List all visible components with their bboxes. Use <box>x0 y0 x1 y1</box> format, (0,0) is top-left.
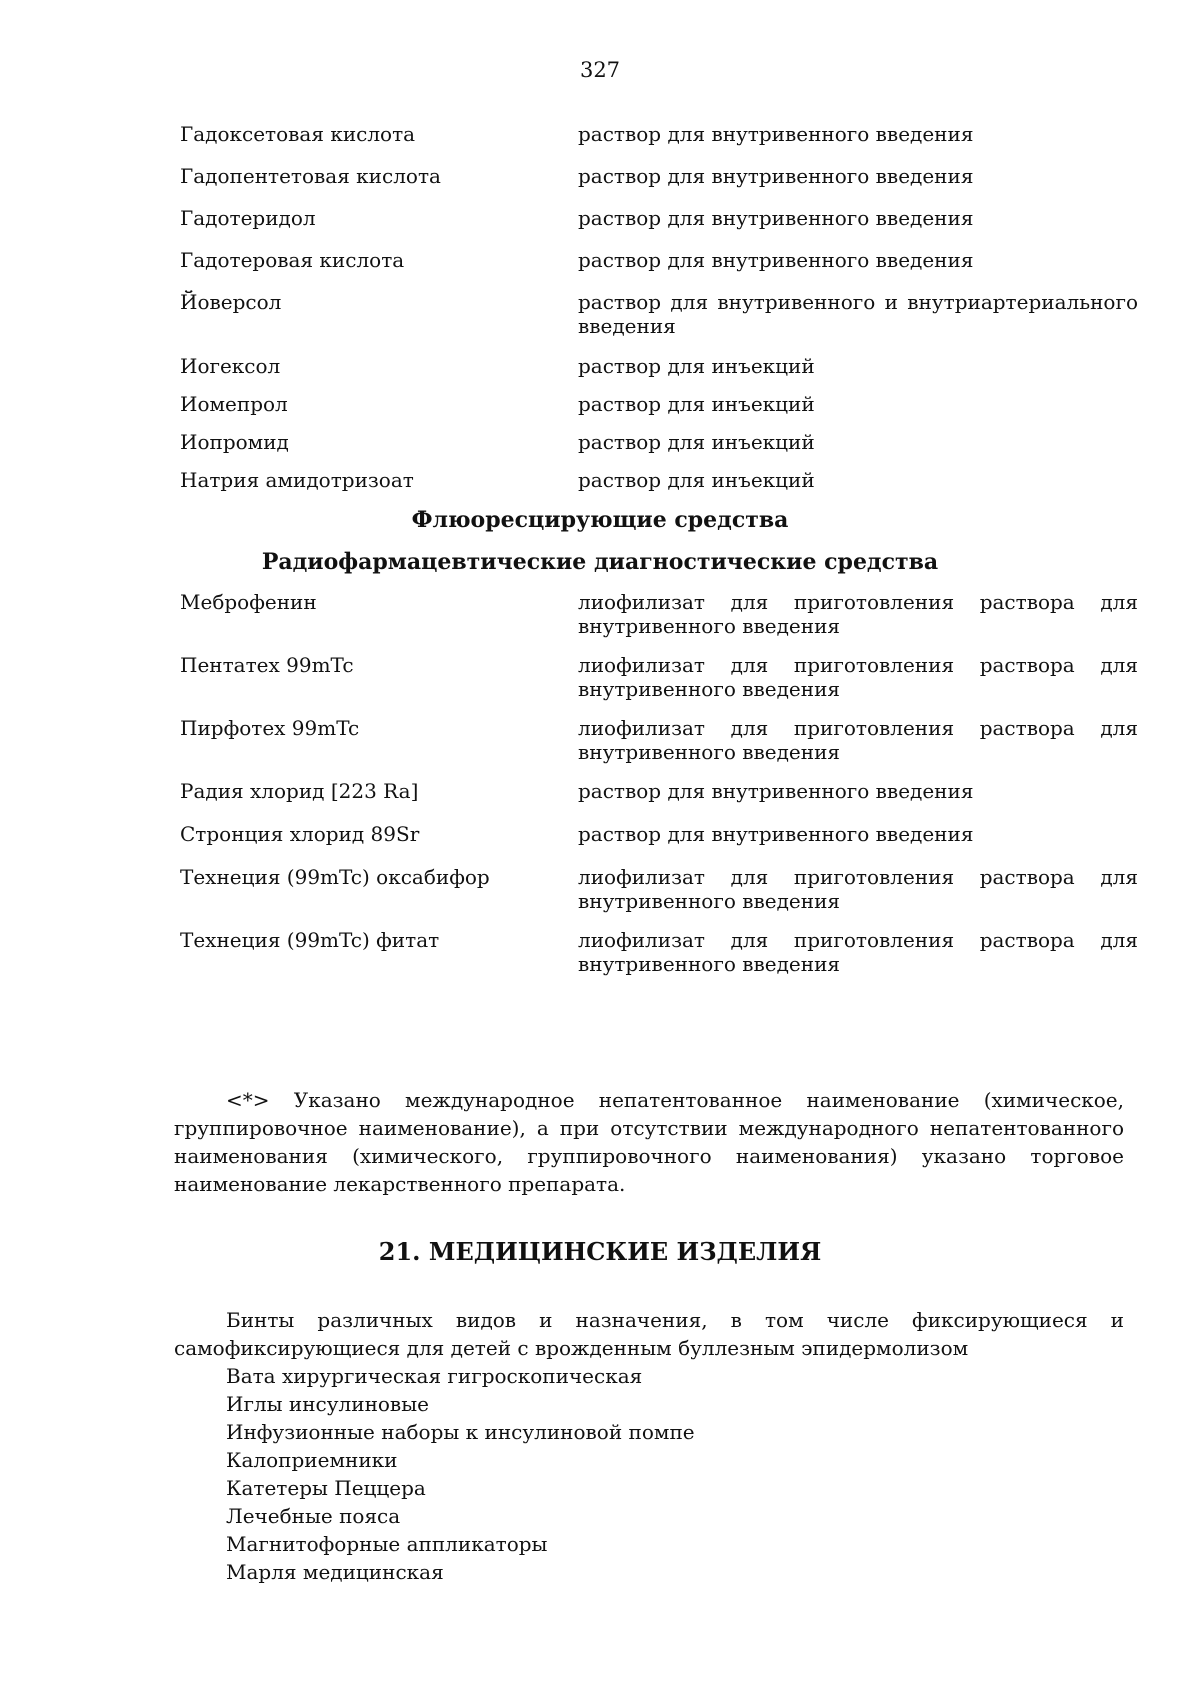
table-row <box>180 716 1138 779</box>
drug-name: Технеция (99mTc) оксабифор <box>180 865 490 889</box>
table-row <box>180 164 1138 206</box>
drug-form: раствор для инъекций <box>578 468 815 492</box>
section-title: 21. МЕДИЦИНСКИЕ ИЗДЕЛИЯ <box>378 1237 822 1266</box>
drug-name: Иопромид <box>180 430 289 454</box>
drug-name: Радия хлорид [223 Ra] <box>180 779 419 803</box>
list-item: Катетеры Пеццера <box>226 1476 426 1500</box>
heading-fluorescent: Флюоресцирующие средства <box>411 507 789 533</box>
drug-form: раствор для инъекций <box>578 430 815 454</box>
drug-name: Гадотеровая кислота <box>180 248 405 272</box>
list-item: Вата хирургическая гигроскопическая <box>226 1364 643 1388</box>
drug-form: раствор для внутривенного введения <box>578 822 974 846</box>
drug-form: раствор для внутривенного введения <box>578 164 974 188</box>
table-row <box>180 590 1138 653</box>
table-row <box>180 928 1138 991</box>
list-item: Марля медицинская <box>226 1560 444 1584</box>
drug-form <box>578 865 1138 928</box>
drug-form: раствор для внутривенного введения <box>578 206 974 230</box>
list-item: Иглы инсулиновые <box>226 1392 429 1416</box>
drug-name: Натрия амидотризоат <box>180 468 414 492</box>
drug-form: раствор для инъекций <box>578 354 815 378</box>
drug-form <box>578 716 1138 779</box>
drug-form: раствор для внутривенного введения <box>578 122 974 146</box>
drug-name: Иогексол <box>180 354 281 378</box>
drug-form <box>578 928 1138 991</box>
table-row <box>180 122 1138 164</box>
drug-form <box>578 290 1138 354</box>
drug-form-line2: введения <box>578 314 676 338</box>
table-row <box>180 354 1138 392</box>
drug-name: Стронция хлорид 89Sr <box>180 822 420 846</box>
drug-name: Йоверсол <box>180 290 282 314</box>
drug-form-line1: лиофилизат для приготовления раствора для <box>578 716 1138 740</box>
drug-form-line2: внутривенного введения <box>578 952 841 976</box>
drug-form-line2: внутривенного введения <box>578 677 841 701</box>
drug-form: раствор для инъекций <box>578 392 815 416</box>
table-row <box>180 392 1138 430</box>
drug-name: Меброфенин <box>180 590 317 614</box>
drug-name: Пирфотех 99mTc <box>180 716 360 740</box>
table-row <box>180 430 1138 468</box>
drug-name: Гадотеридол <box>180 206 316 230</box>
drug-form-line2: внутривенного введения <box>578 614 841 638</box>
drug-name: Гадоксетовая кислота <box>180 122 416 146</box>
list-item: Магнитофорные аппликаторы <box>226 1532 548 1556</box>
drug-form-line1: лиофилизат для приготовления раствора для <box>578 653 1138 677</box>
list-item: Бинты различных видов и назначения, в том числе фиксирующиеся и самофиксирующиеся для детей с врожденным буллезным эпидермолизом <box>174 1308 1124 1360</box>
list-item: Инфузионные наборы к инсулиновой помпе <box>226 1420 695 1444</box>
drug-form-line1: раствор для внутривенного и внутриартериального <box>578 290 1138 314</box>
table-row <box>180 865 1138 928</box>
list-item: Лечебные пояса <box>226 1504 401 1528</box>
table-row <box>180 248 1138 290</box>
drug-form: раствор для внутривенного введения <box>578 779 974 803</box>
table-row <box>180 290 1138 354</box>
heading-radiopharm: Радиофармацевтические диагностические средства <box>261 549 939 575</box>
footnote: <*> Указано международное непатентованное наименование (химическое, группировочное наименование), а при отсутствии международного непатентованного наименования (химического, группировочного наименования) указано торговое наименование лекарственного препарата. <box>174 1088 1124 1196</box>
drug-name: Технеция (99mTc) фитат <box>180 928 440 952</box>
drug-form-line2: внутривенного введения <box>578 740 841 764</box>
drug-form <box>578 653 1138 716</box>
drug-table <box>180 122 1138 991</box>
drug-form-line1: лиофилизат для приготовления раствора для <box>578 590 1138 614</box>
page-number: 327 <box>579 58 621 82</box>
table-row <box>180 653 1138 716</box>
table-row <box>180 822 1138 865</box>
drug-name: Гадопентетовая кислота <box>180 164 441 188</box>
drug-name: Пентатех 99mTc <box>180 653 354 677</box>
table-row <box>180 206 1138 248</box>
drug-form-line1: лиофилизат для приготовления раствора для <box>578 928 1138 952</box>
drug-form <box>578 590 1138 653</box>
devices-list <box>174 1306 1124 1586</box>
drug-form: раствор для внутривенного введения <box>578 248 974 272</box>
table-row <box>180 468 1138 506</box>
drug-form-line2: внутривенного введения <box>578 889 841 913</box>
table-row <box>180 779 1138 822</box>
list-item: Калоприемники <box>226 1448 398 1472</box>
drug-name: Иомепрол <box>180 392 288 416</box>
drug-form-line1: лиофилизат для приготовления раствора для <box>578 865 1138 889</box>
